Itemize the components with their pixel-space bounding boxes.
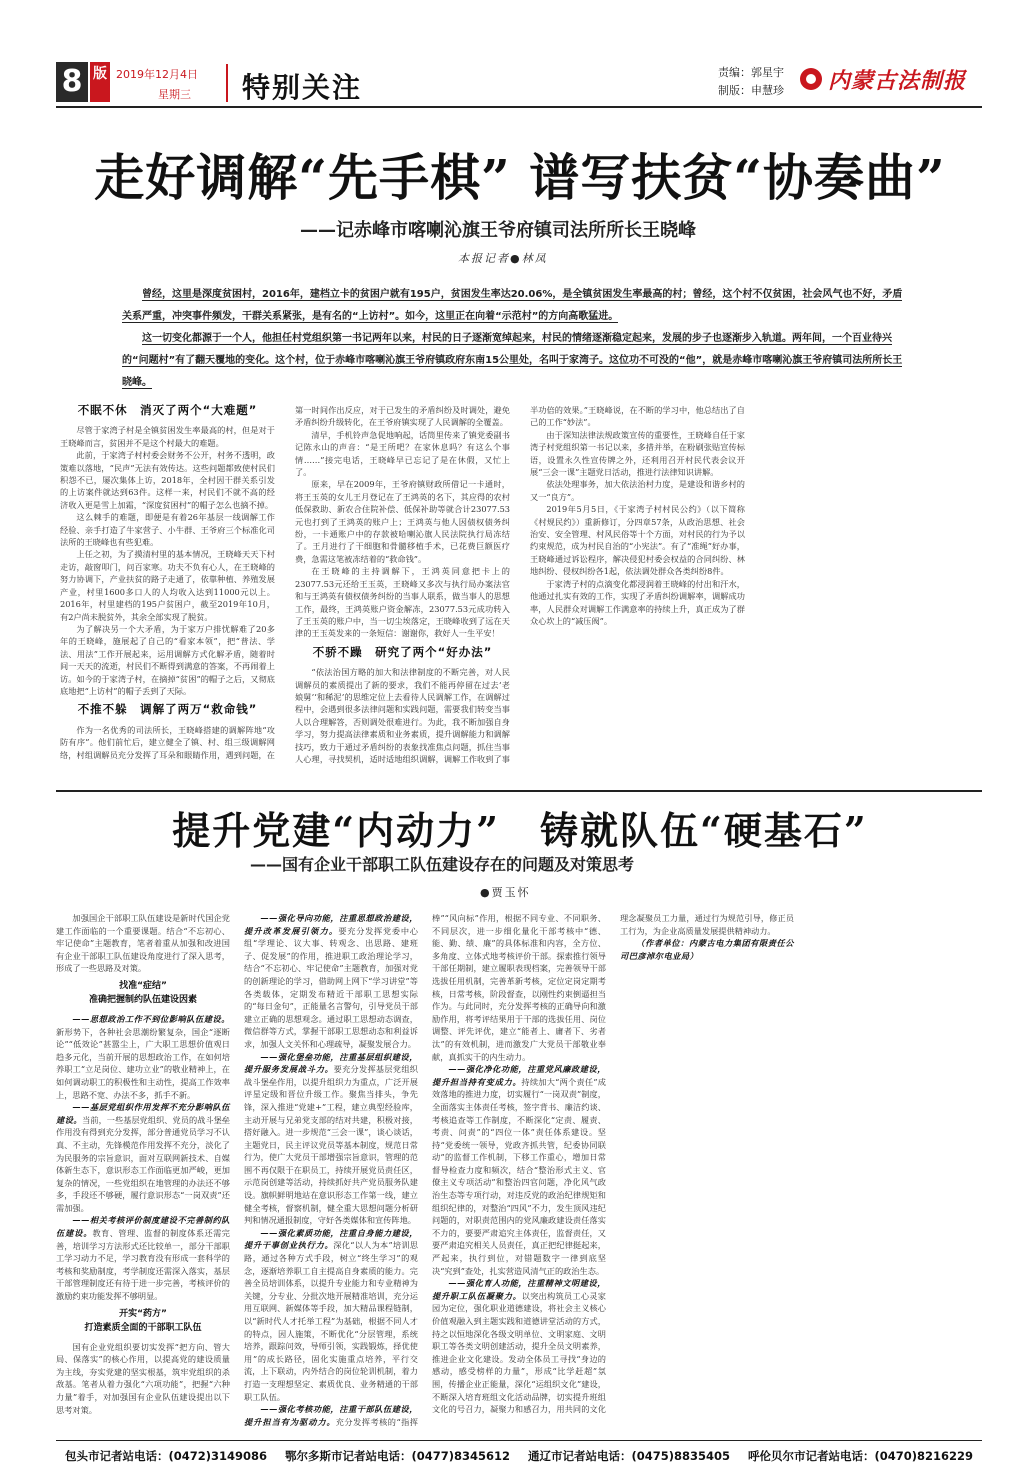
section-heading: 不眠不休 消灭了两个“大难题” [77,403,258,417]
body-paragraph: 作为一名优秀的司法所长，王晓峰搭建的调解阵地“攻防有序”。他们前忙后，建立健全了镇、村、组三级调解网络，村组调解员充分发挥了耳朵和眼睛作用，遇到问题，在第一时间作出反应，对于已发生的矛盾纠纷及时调处，避免矛盾纠纷升级转化，在王爷府镇实现了人民调解的全覆盖。 [60,405,510,760]
newspaper-name: 内蒙古法制报 [828,67,967,94]
body-paragraph: ——强化考核功能，注重干部队伍建设，提升担当有为驱动力。充分发挥考核的“指挥棒”“风向标”作用，根据不同专业、不同职务、不同层次，进一步细化量化干部考核中“德、能、勤、绩、廉”的具体标准和内容，全方位、多角度、立体式地考核评价干部。探索推行领导干部任期制，建立履职表现档案，完善领导干部选拔任用机制，完善革新考核，定位定岗定期考核，日常考核，阶段督查，以刚性约束倒逼担当作为。与此同时，充分发挥考核的正确导向和激励作用，将考评结果用于干部的选拔任用、岗位调整、评先评优，建立“能者上、庸者下、劣者汰”的有效机制，进而激发广大党员干部敬业奉献，真抓实干的内生动力。 [244,913,606,1427]
body-paragraph: ——思想政治工作不到位影响队伍建设。新形势下，各种社会思潮纷繁复杂，国企“逐断论”“低效论”甚嚣尘上，广大职工思想价值观日趋多元化，当前开展的思想政治工作，在如何培养职工“立足岗位、建功立业”的敬业精神上，在如何调动职工的积极性和主动性，提高工作效率上，思路不宽、办法不多，抓手不新。 [56,1013,230,1100]
body-paragraph: 于家湾子村的点滴变化都浸润着王晓峰的付出和汗水，他通过扎实有效的工作，实现了矛盾纠纷调解率，调解成功率，人民群众对调解工作满意率的持续上升，真正成为了群众心坎上的“减压阀”。 [530,578,745,626]
body-paragraph: 此前，于家湾子村村委会财务不公开，村务不透明，政策难以落地，“民声”无法有效传达。这些问题都致使村民们积怨不已，屡次集体上访，2018年，全村因干群关系引发的上访案件就达到63件。这样一来，村民们不就不高的经济收入更是雪上加霜，“深度贫困村”的帽子怎么也摘不掉。 [60,450,275,510]
body-paragraph: “依法治国方略的加大和法律制度的不断完善，对人民调解员的素质提出了新的要求，我们不能再停留在过去‘老娘舅’‘和稀泥’的思维定位上去看待人民调解工作，在调解过程中，会遇到很多法律问题和实践问题，需要我们转变当事人以合理解答，否则调处很难进行。为此，我不断加强自身学习，努力提高法律素质和业务素质，提升调解能力和调解技巧，致力于通过矛盾纠纷的表象找准焦点问题，抓住当事人心理，寻找契机，适时适地组织调解，调解工作收到了事半功倍的效果。”王晓峰说，在不断的学习中，他总结出了自己的工作“妙法”。 [295,405,745,764]
issue-weekday: 星期三 [158,88,191,101]
section-heading: 不骄不躁 研究了两个“好办法” [312,644,493,659]
page-label: 版 [90,62,110,102]
bureau-contact: 包头市记者站电话：(0472)3149086 [64,1449,268,1463]
article2-title: 提升党建“内动力” 铸就队伍“硬基石” [172,808,868,853]
footer-bar [56,1448,982,1468]
bureau-contact: 呼伦贝尔市记者站电话：(0470)8216229 [747,1449,974,1463]
body-paragraph: ——相关考核评价制度建设不完善制约队伍建设。教育、管理、监督的制度体系还需完善，培训学习方法形式还比较单一，部分干部职工学习动力不足，学习教育没有形成一套科学的考核和奖励制度，考学制度还需深入落实，基层干部管理制度还有待于进一步完善，考核评价的激励约束功能发挥不够明显。 [56,1215,230,1302]
body-paragraph: 这么棘手的难题，即便是有着26年基层一线调解工作经验、亲手打造了牛家营子、小牛群、王爷府三个标准化司法所的王晓峰也有些犯难。 [60,512,275,548]
section-heading: 不推不躲 调解了两万“救命钱” [77,702,258,717]
body-paragraph: 在王晓峰的主持调解下，王鸿英同意把卡上的23077.53元还给王玉英，王晓峰又多次与执行局办案法官和与王鸿英有债权债务纠纷的当事人联系，做当事人的思想工作，最终，王鸿英账户资金解冻，23077.53元成功转入了王玉英的账户中，当一切尘埃落定，王晓峰收到了远在天津的王玉英发来的一条短信：谢谢你，救好人一生平安！ [295,566,510,639]
body-paragraph: ——强化导向功能，注重思想政治建设，提升改革发展引领力。要充分发挥党委中心组“学理论、议大事、转观念、出思路、建班子、促发展”的作用，推进职工政治理论学习，结合“不忘初心、牢记使命”主题教育，加强对党的创新理论的学习，借助网上网下“学习讲堂”等各类载体，定期发布精近干部职工思想实际的“每日金句”，正能量名言警句，引导党员干部建立正确的思想观念。通过职工思想动态调查，微信群等方式，掌握干部职工思想动态和利益诉求，加强人文关怀和心理疏导，凝聚发展合力。 [244,913,418,1049]
body-paragraph: ——强化育人功能，注重精神文明建设，提升职工队伍凝聚力。以突出构筑员工心灵家园为定位，强化职业道德建设，将社会主义核心价值观融入到主题实践和道德讲堂活动的方式，持之以恒地深化各级文明单位、文明家庭、文明职工等各类文明创建活动，提升全员文明素养，推进企业文化建设。发动全体员工寻找“身边的感动，感受榜样的力量”，形成“比学赶超”氛围，传播企业正能量，深化“运组织文化”建设，不断深入培育班组文化活动品牌，切实提升班组文化的号召力，凝聚力和感召力，用共同的文化理念凝聚员工力量，通过行为规范引导，修正员工行为，为企业高质量发展提供精神动力。 [432,913,794,1415]
lead-paragraph: 加强国企干部职工队伍建设是新时代国企党建工作面临的一个重要课题。结合“不忘初心、牢记使命”主题教育，笔者着重从加强和改进国有企业干部职工队伍建设角度进行了深入思考，形成了一些思路及对策。 [56,913,230,974]
bureau-contact: 鄂尔多斯市记者站电话：(0477)8345612 [284,1449,511,1463]
body-paragraph: ——强化净化功能，注重党风廉政建设，提升担当持有变成力。持续加大“两个责任”成效落地的推进力度，切实履行“一岗双责”制度，全面落实主体责任考核，签字背书、廉洁约谈、考核追查等工作制度，不断深化“定责、履责、考责、问责”的“四位一体”责任体系建设。坚持“党委统一领导，党政齐抓共管，纪委协同联动”的监督工作机制，下移工作重心，增加日常督导检查力度和频次，结合“整治形式主义、官僚主义专项活动”和整治四官问题，净化风气政治生态等专项行动，对违反党的政治纪律规矩和组织纪律的，对整治“四风”不力，发生顶风违纪问题的，对职责范围内的党风廉政建设责任落实不力的，要要严肃追究主体责任，监督责任，又要严肃追究相关人员责任，真正把纪律挺起来，严起来，执行到位，对错题数字一律到底坚决“究到”查处，扎实营造风清气正的政治生态。 [432,1064,606,1276]
footer-rule [56,1440,982,1441]
article1-subtitle: ——记赤峰市喀喇沁旗王爷府镇司法所所长王晓峰 [300,220,696,241]
body-paragraph: ——基层党组织作用发挥不充分影响队伍建设。当前，一些基层党组织、党员的战斗堡垒作用没有得到充分发挥，部分普通党员学习不认真、不主动，先锋模范作用发挥不充分，淡化了为民服务的宗旨意识，面对互联网新技术、自媒体新生态下，意识形态工作面临更加严峻，更加复杂的情况，一些党组织在地管理的办法还不够多，手段还不够硬，履行意识形态“一岗双责”还需加强。 [56,1102,230,1213]
body-paragraph: 原来，早在2009年，王爷府镇财政所借记一卡通时，将王玉英的女儿王月登记在了王鸿英的名下，其应得的农村低保救助、新农合住院补偿、低保补助等就合计23077.53元也打到了王鸿英的账户上；王鸿英与他人因债权债务纠纷，一卡通账户中的存款被哈喇沁旗人民法院执行局冻结了。王月进行了干细胞和骨髓移植手术，已花费巨额医疗费，急需这笔被冻结着的“救命钱”。 [295,479,510,564]
body-paragraph: ——强化堡垒功能，注重基层组织建设，提升服务发展战斗力。要充分发挥基层党组织战斗堡垒作用，以提升组织力为重点，广泛开展评星定级和晋位升级工作。聚焦当排头，争先锋，深入推进“党建+”工程，建立典型经验库，主动开展与兄弟党支部的结对共建，积极对接，搭好融入。进一步规范“三会一课”，谈心谈话，主题党日，民主评议党员等基本制度，规范日常行为，使广大党员干部增强宗旨意识，管理的范围不再仅限于在职员工，持续开展党员责任区，示范岗创建等活动，持续抓好共产党员服务队建设。旗帜鲜明地站在意识形态工作第一线，建立健全考核，督察机制，健全重大思想问题分析研判和情况通报制度，守好各类媒体和宣传阵地。 [244,1051,418,1226]
body-paragraph: 由于深知法律法规政策宣传的重要性，王晓峰自任于家湾子村党组织第一书记以来，多措并举，在粉刷张贴宣传标语，设置永久性宣传牌之外，还利用召开村民代表会议开展“三会一课”主题党日活动，推进行法律知识讲解。 [530,429,745,478]
article1-byline: 本报记者●林凤 [458,252,548,265]
section-heading: 开实“药方” 打造素质全面的干部职工队伍 [84,1308,202,1333]
author-note: （作者单位：内蒙古电力集团有限责任公司巴彦淖尔电业局） [620,938,794,961]
header-rule [56,106,982,108]
body-paragraph: 2019年5月5日，《于家湾子村村民公约》（以下简称《村规民约》）重新修订，分四章57条，从政治思想、社会治安、安全管理、村风民俗等十个方面，对村民的行为予以约束规范，成为村民自治的“小宪法”。有了“准绳”好办事，王晓峰通过诉讼程序，解决侵犯村委会权益的合同纠纷、林地纠纷、侵权纠纷各1起，依法调处群众各类纠纷8件。 [530,504,745,577]
body-paragraph: 为了解决另一个大矛盾，为于家万户排忧解难了20多年的王晓峰，施展起了自己的“看家本领”，把“普法、学法、用法”工作开展起来，运用调解方式化解矛盾，随着时间一天天的流逝，村民们不断得到满意的答案，不再闹着上访。如今的于家湾子村，在摘掉“贫困”的帽子之后，又彻底底地把“上访村”的帽子丢到了天际。 [60,623,275,696]
body-paragraph: 上任之初，为了摸清村里的基本情况，王晓峰天天下村走访，敲窗叩门，问百家寒。功夫不负有心人，在王晓峰的努力协调下，产业扶贫的路子走通了，依靠种植、养殖发展产业，村里1600多口人的人均收入达到11000元以上。2016年，村里建档的195户贫困户，截至2019年10月，有2户尚未脱贫外，其余全部实现了脱贫。 [60,549,275,622]
body-paragraph: 尽管于家湾子村是全镇贫困发生率最高的村，但是对于王晓峰而言，贫困并不是这个村最大的难题。 [60,425,275,448]
intro-paragraph: 这一切变化都源于一个人，他担任村党组织第一书记两年以来，村民的日子逐渐宽绰起来，村民的情绪逐渐稳定起来，发展的步子也逐渐步入轨道。两年间，一个百业待兴的“问题村”有了翻天覆地的变化。这个村，位于赤峰市喀喇沁旗王爷府镇政府东南15公里处，名叫于家湾子。这位功不可没的“他”，就是赤峰市喀喇沁旗王爷府镇司法所所长王晓峰。 [122,333,903,388]
body-paragraph: 国有企业党组织要切实发挥“把方向、管大局、保落实”的核心作用，以提高党的建设质量为主线，夯实党建的坚实根基，筑牢党组织的杀敌基。笔者从着力强化“六项功能”，把握“六种力量”着手，对加强国有企业队伍建设提出以下思考对策。 [56,1341,230,1415]
issue-date: 2019年12月4日 [116,68,198,81]
article2-byline: ●贾玉怀 [480,886,531,899]
body-paragraph: ——强化素质功能，注重自身能力建设，提升干事创业执行力。深化“以人为本”培训思路，通过各种方式手段，树立“终生学习”的观念，逐渐培养职工自主提高自身素质的能力。完善全员培训体系，以提升专业能力和专业精神为关键，分专业、分批次地开展精准培训，充分运用互联网、新媒体等手段，加大精品课程链制，以“新时代人才托举工程”为基础，根据不同人才的特点，因人施策，不断优化“分层管理，系统培养，跟踪问效，导师引领，实践锻炼，择优使用”的成长路径，固化实施重点培养，平行交流，上下联动，内外结合的岗位轮训机制，着力打造一支理想坚定、素质优良、业务精通的干部职工队伍。 [244,1227,418,1402]
bureau-contact: 通辽市记者站电话：(0475)8835405 [527,1449,731,1463]
page-number: 8 [56,62,88,102]
intro-paragraph: 曾经，这里是深度贫困村，2016年，建档立卡的贫困户就有195户，贫困发生率达20.06%，是全镇贫困发生率最高的村；曾经，这个村不仅贫困，社会风气也不好，矛盾关系严重，冲突事件频发，干群关系紧张，是有名的“上访村”。如今，这里正在向着“示范村”的方向高歌猛进。 [122,289,903,322]
newspaper-logo [800,62,966,96]
section-title: 特别关注 [242,71,363,104]
section-heading: 找准“症结” 准确把握制约队伍建设因素 [88,980,197,1005]
article1-title: 走好调解“先手棋” 谱写扶贫“协奏曲” [94,148,946,207]
body-paragraph: 依法处理事务，加大依法治村力度，是建设和谐乡村的又一“良方”。 [530,479,745,502]
page-header [56,62,980,106]
article2-subtitle: ——国有企业干部职工队伍建设存在的问题及对策思考 [250,855,635,874]
body-paragraph: 清早，手机铃声急促地响起，话筒里传来了镇党委副书记陈永山的声音：“是王所吧？在家休息吗？有这么个事情……”接完电话，王晓峰早已忘记了是在休假，又忙上了。 [295,429,510,478]
article2-body [56,912,982,1436]
emblem-icon [800,68,822,90]
producer-credit: 制版：申慧珍 [718,84,784,97]
header-divider [226,64,228,102]
article1-body [60,404,980,776]
article-divider [56,790,982,792]
article1-intro [122,284,912,394]
editor-credit: 责编：郭星宇 [718,66,784,79]
